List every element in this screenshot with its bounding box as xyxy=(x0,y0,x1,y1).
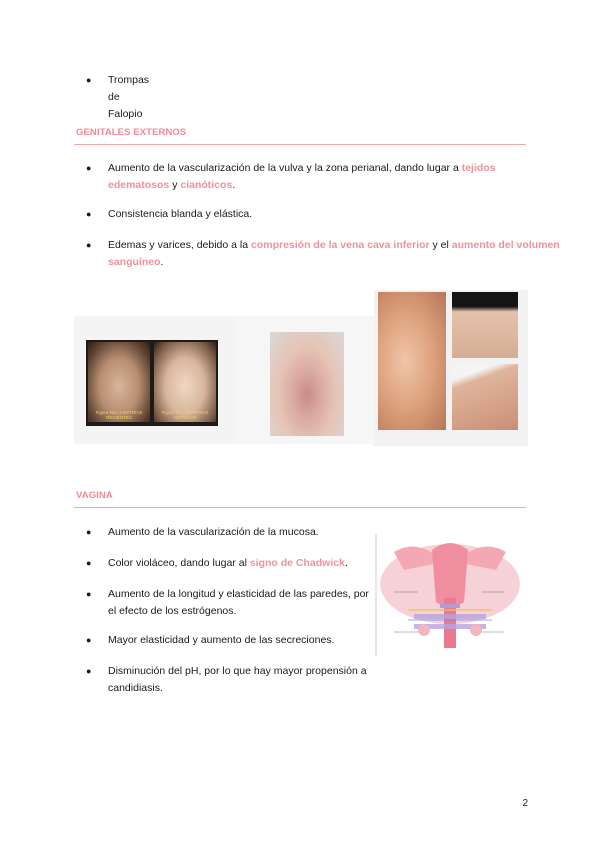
section-title-vagina: VAGINA xyxy=(76,490,113,501)
list-item-text: Aumento de la longitud y elasticidad de las paredes, por xyxy=(108,588,369,600)
list-item-text: el efecto de los estrógenos. xyxy=(108,605,237,617)
bullet-dot: ● xyxy=(86,589,92,599)
figure-caption: Figura Nro. 3 ESTRÍAS ANTIGUAS xyxy=(161,410,209,420)
list-item-text: Aumento de la vascularización de la vulva y la zona perianal, dando lugar a tejidos xyxy=(108,162,496,174)
bullet-dot: ● xyxy=(86,558,92,568)
list-item-text: Trompas de Falopio xyxy=(108,74,150,120)
section-divider xyxy=(74,507,526,508)
pregnant-belly-photo xyxy=(378,292,446,430)
bullet-dot: ● xyxy=(86,666,92,676)
figure-caption: Figura Nro. 2 ESTRÍAS RECIENTES xyxy=(95,410,143,420)
varicose-veins-photo xyxy=(452,292,518,358)
list-item-text: sanguíneo. xyxy=(108,256,164,268)
uterus-diagram xyxy=(374,532,526,658)
page-number: 2 xyxy=(522,798,528,809)
list-item-text: edematosos y cianóticos. xyxy=(108,179,236,191)
list-item-text: Color violáceo, dando lugar al signo de Chadwick. xyxy=(108,557,348,569)
bullet-dot: ● xyxy=(86,240,92,250)
bullet-dot: ● xyxy=(86,163,92,173)
bullet-dot: ● xyxy=(86,635,92,645)
bullet-dot: ● xyxy=(86,527,92,537)
list-item-text: candidiasis. xyxy=(108,682,163,694)
section-title-external: GENITALES EXTERNOS xyxy=(76,127,187,138)
list-item-text: Consistencia blanda y elástica. xyxy=(108,208,253,220)
vulvar-varices-photo xyxy=(452,364,518,430)
photo-panel xyxy=(234,316,374,444)
bullet-dot: ● xyxy=(86,209,92,219)
stretch-marks-figure xyxy=(74,316,234,444)
list-item-text: Edemas y varices, debido a la compresión de la vena cava inferior y el aumento del volumen xyxy=(108,239,560,251)
bullet-dot: ● xyxy=(86,75,92,85)
section-divider xyxy=(74,144,526,145)
photo-panel xyxy=(374,290,528,446)
list-item-text: Disminución del pH, por lo que hay mayor propensión a xyxy=(108,665,367,677)
anatomy-illustration xyxy=(374,532,526,658)
list-item-text: Aumento de la vascularización de la mucosa. xyxy=(108,526,319,538)
photo-frame xyxy=(86,340,218,426)
vulva-edema-photo xyxy=(270,332,344,436)
list-item-text: Mayor elasticidad y aumento de las secreciones. xyxy=(108,634,335,646)
